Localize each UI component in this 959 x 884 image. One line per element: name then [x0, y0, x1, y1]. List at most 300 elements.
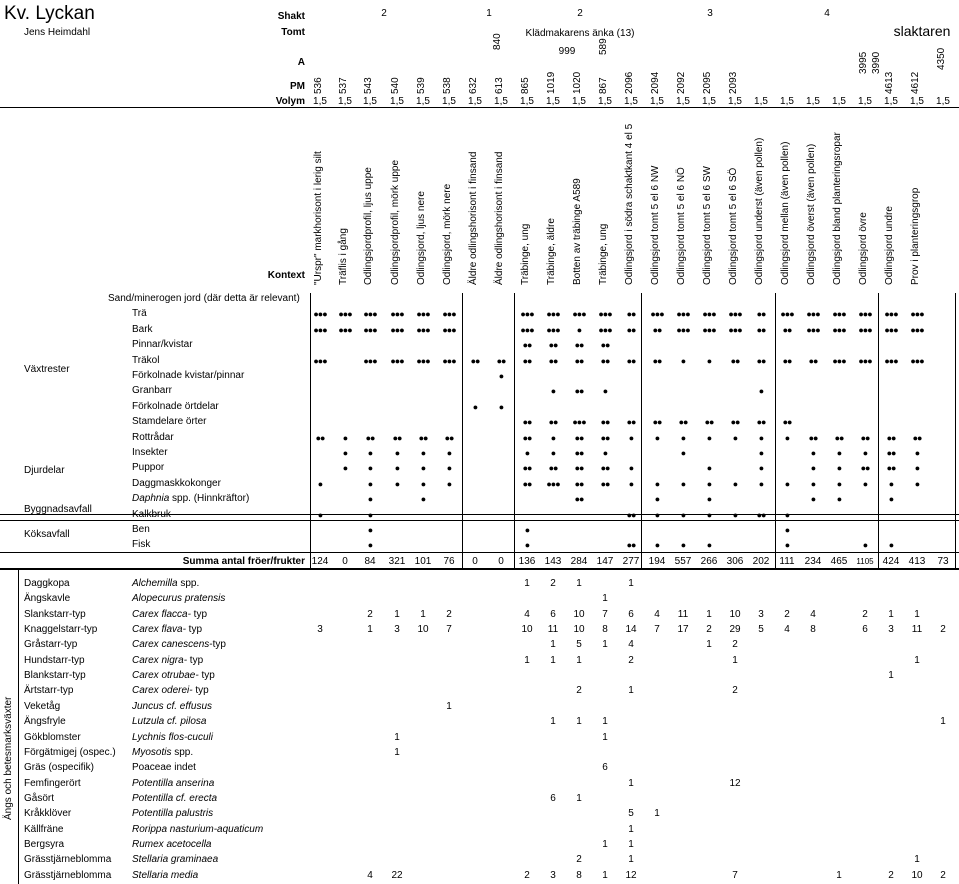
count-value: 3: [317, 624, 323, 636]
presence-dots: ●: [706, 463, 712, 474]
presence-dots: ●: [784, 540, 790, 551]
count-value: 6: [550, 608, 556, 620]
species-latin: [132, 716, 207, 728]
presence-dots: ●: [758, 448, 764, 458]
summa-value: 0: [472, 556, 478, 567]
group-label: Ängs och betesmarksväxter: [3, 696, 14, 820]
species-name: Gräs (ospecifik): [24, 762, 95, 774]
count-value: 1: [602, 838, 608, 850]
volym-value: 1,5: [832, 96, 846, 107]
pm-value: 536: [313, 77, 324, 94]
species-latin: [132, 747, 193, 759]
row-label: [132, 432, 174, 444]
presence-dots: ●: [524, 540, 530, 551]
context-header: Odlingsjord överst (även pollen): [806, 143, 817, 285]
a-value: 589: [598, 38, 609, 55]
presence-dots: ●●: [392, 432, 402, 443]
presence-dots: ●●●: [598, 309, 612, 320]
presence-dots: ●●: [574, 340, 584, 351]
tomt-value: slaktaren: [893, 23, 951, 39]
count-value: 2: [888, 869, 894, 881]
presence-dots: ●●●: [546, 309, 560, 320]
summa-value: 147: [596, 556, 614, 567]
presence-dots: ●●: [574, 432, 584, 443]
presence-dots: ●: [317, 509, 323, 520]
latin-name: Carex otrubae-: [132, 670, 199, 682]
row-label: [132, 370, 244, 382]
presence-dots: ●●: [418, 432, 428, 443]
column-divider: [955, 293, 956, 568]
presence-dots: ●●: [574, 478, 584, 489]
count-value: 1: [628, 578, 634, 589]
latin-name: Rorippa nasturium-aquaticum: [132, 823, 264, 835]
row-label: [132, 308, 147, 320]
latin-name: Stellaria graminaea: [132, 854, 219, 866]
species-latin: [132, 778, 214, 790]
presence-dots: ●: [550, 432, 556, 443]
species-name: Grässtjärneblomma: [24, 869, 112, 881]
presence-dots: ●: [342, 448, 348, 458]
species-latin: [132, 685, 209, 697]
presence-dots: ●●●: [884, 324, 898, 335]
kontext-label: Kontext: [267, 270, 305, 281]
row-label-text: Sand/minerogen jord (där detta är relevant): [108, 293, 300, 304]
count-value: 4: [524, 608, 530, 620]
count-value: 1: [576, 578, 582, 589]
presence-dots: ●: [367, 448, 373, 458]
row-label: [132, 385, 172, 397]
volym-value: 1,5: [598, 96, 612, 107]
summa-value: 413: [908, 556, 926, 567]
species-name: Ärtstarr-typ: [24, 685, 74, 697]
summa-value: 111: [779, 556, 795, 567]
shakt-value: 3: [707, 8, 713, 19]
species-name: Knaggelstarr-typ: [24, 624, 98, 636]
latin-suffix: cf. effusus: [163, 700, 213, 712]
presence-dots: ●: [784, 432, 790, 443]
presence-dots: ●●●: [546, 478, 560, 489]
species-latin: [132, 609, 207, 621]
species-name: Gåsört: [24, 792, 55, 804]
summa-value: 73: [937, 556, 949, 567]
presence-dots: ●●●: [338, 324, 352, 335]
presence-dots: ●: [758, 386, 764, 397]
presence-dots: ●●●: [676, 309, 690, 320]
volym-value: 1,5: [650, 96, 664, 107]
count-value: 6: [862, 624, 868, 636]
presence-dots: ●: [862, 478, 868, 489]
latin-suffix: typ: [185, 624, 203, 636]
species-latin: [132, 839, 211, 851]
context-header: Träbinge, ung: [598, 223, 609, 285]
presence-dots: ●: [680, 355, 686, 366]
row-label-text: Trä: [132, 308, 147, 320]
species-latin: [132, 578, 199, 590]
pm-value: 2094: [650, 71, 661, 94]
presence-dots: ●●●: [390, 309, 404, 320]
section-divider: [0, 552, 959, 553]
column-divider: [775, 293, 776, 568]
shakt-value: 2: [381, 8, 387, 19]
species-latin: [132, 732, 213, 744]
count-value: 3: [394, 624, 400, 636]
presence-dots: ●●: [756, 309, 766, 320]
presence-dots: ●: [654, 509, 660, 520]
count-value: 3: [550, 869, 556, 881]
presence-dots: ●●●: [884, 309, 898, 320]
presence-dots: ●: [367, 509, 373, 520]
column-divider: [641, 293, 642, 568]
species-latin: [132, 870, 198, 882]
presence-dots: ●: [758, 478, 764, 489]
presence-dots: ●●: [626, 355, 636, 366]
pm-value: 4612: [910, 71, 921, 94]
pm-value: 1020: [572, 71, 583, 94]
row-label-text: Pinnar/kvistar: [132, 339, 193, 351]
presence-dots: ●●●: [910, 355, 924, 366]
presence-dots: ●●: [548, 340, 558, 351]
count-value: 2: [576, 685, 582, 697]
presence-dots: ●: [628, 432, 634, 443]
presence-dots: ●●●: [572, 309, 586, 320]
presence-dots: ●: [680, 509, 686, 520]
species-latin: [132, 824, 263, 836]
context-header: Odlingsjord tomt 5 el 6 NW: [650, 165, 661, 285]
presence-dots: ●: [342, 463, 348, 474]
latin-suffix: -typ: [209, 639, 226, 651]
presence-dots: ●: [524, 448, 530, 458]
volym-value: 1,5: [416, 96, 430, 107]
summa-value: 202: [752, 556, 770, 567]
count-value: 2: [940, 624, 946, 636]
count-value: 11: [911, 624, 923, 636]
volym-value: 1,5: [806, 96, 820, 107]
presence-dots: ●●: [626, 417, 636, 428]
species-name: Bergsyra: [24, 838, 65, 850]
presence-dots: ●●●: [338, 309, 352, 320]
presence-dots: ●●: [574, 448, 584, 458]
presence-dots: ●●: [886, 432, 896, 443]
count-value: 7: [732, 869, 738, 881]
presence-dots: ●: [836, 448, 842, 458]
presence-dots: ●: [420, 463, 426, 474]
context-header: Odlingsjord mellan (även pollen): [780, 141, 791, 285]
count-value: 1: [654, 808, 660, 820]
presence-dots: ●: [680, 478, 686, 489]
species-name: Källfräne: [24, 823, 64, 835]
presence-dots: ●●●: [572, 417, 586, 428]
pm-value: 1019: [546, 71, 557, 94]
volym-value: 1,5: [546, 96, 560, 107]
presence-dots: ●: [317, 478, 323, 489]
column-divider: [462, 293, 463, 568]
presence-dots: ●●●: [832, 324, 846, 335]
summa-value: 321: [388, 556, 406, 567]
presence-dots: ●: [394, 463, 400, 474]
presence-dots: ●●: [600, 478, 610, 489]
presence-dots: ●●●: [520, 309, 534, 320]
presence-dots: ●: [810, 478, 816, 489]
presence-dots: ●●●: [520, 324, 534, 335]
count-value: 2: [367, 608, 373, 620]
latin-name: Potentilla: [132, 792, 174, 804]
presence-dots: ●: [888, 478, 894, 489]
count-value: 1: [550, 654, 556, 666]
count-value: 10: [521, 624, 533, 636]
presence-dots: ●: [367, 463, 373, 474]
presence-dots: ●●●: [442, 324, 456, 335]
presence-dots: ●●: [782, 417, 792, 428]
presence-dots: ●●●: [806, 324, 820, 335]
count-value: 2: [446, 608, 452, 620]
presence-dots: ●: [367, 540, 373, 551]
presence-dots: ●: [654, 540, 660, 551]
count-value: 4: [628, 639, 634, 651]
presence-dots: ●: [446, 478, 452, 489]
count-value: 1: [576, 716, 582, 728]
presence-dots: ●●●: [442, 309, 456, 320]
context-header: Odlingsjord bland planteringsropar: [832, 132, 843, 285]
presence-dots: ●●: [600, 355, 610, 366]
presence-dots: ●●●: [910, 324, 924, 335]
section-divider: [0, 514, 959, 515]
presence-dots: ●: [706, 540, 712, 551]
latin-name: Lutzula: [132, 716, 165, 728]
species-name: Daggkopa: [24, 578, 70, 589]
tomt-label: Tomt: [281, 27, 305, 38]
latin-name: Potentilla palustris: [132, 808, 214, 820]
count-value: 1: [706, 639, 712, 651]
context-header: Odlingsjord, mörk nere: [442, 183, 453, 285]
summa-value: 266: [700, 556, 718, 567]
row-label: [132, 478, 221, 490]
latin-suffix: typ: [198, 670, 215, 682]
presence-dots: ●●: [600, 432, 610, 443]
presence-dots: ●: [784, 509, 790, 520]
row-label-text: Stamdelare örter: [132, 416, 207, 428]
species-latin: [132, 762, 196, 774]
count-value: 7: [446, 624, 452, 636]
presence-dots: ●●: [574, 494, 584, 505]
presence-dots: ●●: [652, 355, 662, 366]
count-value: 7: [654, 624, 660, 636]
latin-name: Carex flava-: [132, 624, 186, 636]
presence-dots: ●●●: [858, 309, 872, 320]
row-label-text: Rottrådar: [132, 431, 174, 443]
group-label: Köksavfall: [24, 529, 70, 540]
presence-dots: ●: [836, 478, 842, 489]
pm-value: 632: [468, 77, 479, 94]
presence-dots: ●: [446, 448, 452, 458]
pm-label: PM: [290, 81, 305, 92]
presence-dots: ●●: [782, 355, 792, 366]
presence-dots: ●●: [678, 417, 688, 428]
row-label-text: Bark: [132, 323, 153, 335]
row-label-text: Ben: [132, 524, 150, 535]
summa-value: 234: [804, 556, 822, 567]
count-value: 2: [862, 608, 868, 620]
row-label: [132, 355, 159, 367]
latin-name: Juncus: [132, 700, 164, 712]
summa-value: 0: [498, 556, 504, 567]
summa-value: 194: [648, 556, 666, 567]
row-label-text: Fisk: [132, 539, 151, 551]
latin-name: Carex nigra-: [132, 654, 188, 666]
latin-name: Carex flacca-: [132, 608, 191, 620]
summa-value: 465: [830, 556, 848, 567]
presence-dots: ●: [914, 448, 920, 458]
presence-dots: ●: [394, 478, 400, 489]
presence-dots: ●●: [470, 355, 480, 366]
presence-dots: ●●●: [416, 309, 430, 320]
presence-dots: ●●●: [702, 324, 716, 335]
presence-dots: ●●●: [313, 324, 327, 335]
group-label: Byggnadsavfall: [24, 504, 92, 515]
presence-dots: ●●●: [313, 355, 327, 366]
presence-dots: ●●●: [313, 309, 327, 320]
latin-suffix: spp.: [171, 746, 194, 758]
count-value: 2: [784, 608, 790, 620]
presence-dots: ●: [836, 494, 842, 505]
pm-value: 2096: [624, 71, 635, 94]
latin-name: Stellaria media: [132, 869, 199, 881]
pm-value: 2092: [676, 71, 687, 94]
volym-value: 1,5: [338, 96, 352, 107]
presence-dots: ●●: [548, 355, 558, 366]
species-latin: [132, 854, 218, 866]
species-name: Ängsfryle: [24, 716, 66, 728]
row-label: [132, 524, 150, 536]
row-label: [132, 493, 249, 505]
presence-dots: ●●: [522, 478, 532, 489]
presence-dots: ●: [732, 478, 738, 489]
presence-dots: ●: [654, 478, 660, 489]
presence-dots: ●: [810, 448, 816, 458]
presence-dots: ●●●: [363, 355, 377, 366]
presence-dots: ●●: [365, 432, 375, 443]
count-value: 10: [729, 608, 741, 620]
count-value: 2: [550, 578, 556, 589]
presence-dots: ●●: [522, 355, 532, 366]
presence-dots: ●●●: [832, 309, 846, 320]
shakt-value: 2: [577, 8, 583, 19]
count-value: 5: [576, 639, 582, 651]
presence-dots: ●●: [834, 432, 844, 443]
count-value: 2: [524, 869, 530, 881]
species-name: Grässtjärneblomma: [24, 854, 112, 866]
volym-value: 1,5: [728, 96, 742, 107]
count-value: 1: [602, 593, 608, 605]
presence-dots: ●: [706, 355, 712, 366]
presence-dots: ●●: [782, 324, 792, 335]
presence-dots: ●●: [548, 463, 558, 474]
latin-name: Rumex acetocella: [132, 838, 212, 850]
row-label: [132, 401, 219, 413]
a-label: A: [297, 57, 305, 68]
summa-value: 136: [518, 556, 536, 567]
presence-dots: ●●●: [780, 309, 794, 320]
summa-label: Summa antal fröer/frukter: [182, 556, 305, 567]
row-label-text: Förkolnade örtdelar: [132, 400, 219, 412]
context-header: Odlingsjord underst (även pollen): [754, 137, 765, 285]
context-header: Odlingsjord tomt 5 el 6 SÖ: [728, 167, 739, 285]
count-value: 1: [394, 731, 400, 743]
presence-dots: ●●●: [858, 324, 872, 335]
count-value: 1: [602, 731, 608, 743]
presence-dots: ●●: [730, 417, 740, 428]
count-value: 7: [602, 608, 608, 620]
group-label: Växtrester: [24, 364, 70, 375]
presence-dots: ●: [888, 494, 894, 505]
presence-dots: ●●: [626, 309, 636, 320]
presence-dots: ●●●: [442, 355, 456, 366]
volym-value: 1,5: [494, 96, 508, 107]
species-name: Veketåg: [24, 700, 61, 712]
species-latin: [132, 793, 217, 805]
tomt-value: Klädmakarens änka (13): [525, 28, 635, 39]
latin-name: Alchemilla: [132, 578, 178, 589]
presence-dots: ●: [576, 324, 582, 335]
count-value: 1: [524, 654, 530, 666]
count-value: 10: [911, 869, 923, 881]
latin-name: Carex canescens: [132, 639, 210, 651]
row-label-text: Insekter: [132, 447, 168, 458]
row-label-text: Förkolnade kvistar/pinnar: [132, 370, 245, 381]
volym-value: 1,5: [363, 96, 377, 107]
presence-dots: ●●: [600, 417, 610, 428]
count-value: 1: [888, 670, 894, 682]
presence-dots: ●: [602, 448, 608, 458]
volym-value: 1,5: [442, 96, 456, 107]
row-label: [132, 339, 193, 351]
count-value: 1: [914, 608, 920, 620]
latin-name: Lychnis flos-cuculi: [132, 731, 213, 743]
presence-dots: ●●: [756, 324, 766, 335]
context-header: Odlingsjord övre: [858, 212, 869, 285]
count-value: 4: [654, 608, 660, 620]
presence-dots: ●●●: [858, 355, 872, 366]
presence-dots: ●: [914, 478, 920, 489]
shakt-value: 1: [486, 8, 492, 19]
count-value: 1: [888, 608, 894, 620]
presence-dots: ●: [706, 478, 712, 489]
section-divider: [0, 520, 959, 521]
volym-value: 1,5: [520, 96, 534, 107]
count-value: 2: [628, 654, 634, 666]
presence-dots: ●: [680, 540, 686, 551]
volym-value: 1,5: [390, 96, 404, 107]
latin-name: Myosotis: [132, 746, 172, 758]
volym-value: 1,5: [676, 96, 690, 107]
column-divider: [514, 293, 515, 568]
presence-dots: ●●: [548, 417, 558, 428]
presence-dots: ●●: [652, 417, 662, 428]
pm-value: 4613: [884, 71, 895, 94]
volym-value: 1,5: [780, 96, 794, 107]
presence-dots: ●: [342, 432, 348, 443]
count-value: 1: [706, 608, 712, 620]
presence-dots: ●●: [912, 432, 922, 443]
summa-value: 424: [882, 556, 900, 567]
count-value: 29: [729, 624, 741, 636]
latin-name: Carex oderei-: [132, 685, 193, 697]
presence-dots: ●●●: [598, 324, 612, 335]
row-label: [132, 324, 153, 336]
presence-dots: ●●: [860, 432, 870, 443]
count-value: 8: [810, 624, 816, 636]
presence-dots: ●●: [652, 324, 662, 335]
presence-dots: ●●●: [728, 309, 742, 320]
